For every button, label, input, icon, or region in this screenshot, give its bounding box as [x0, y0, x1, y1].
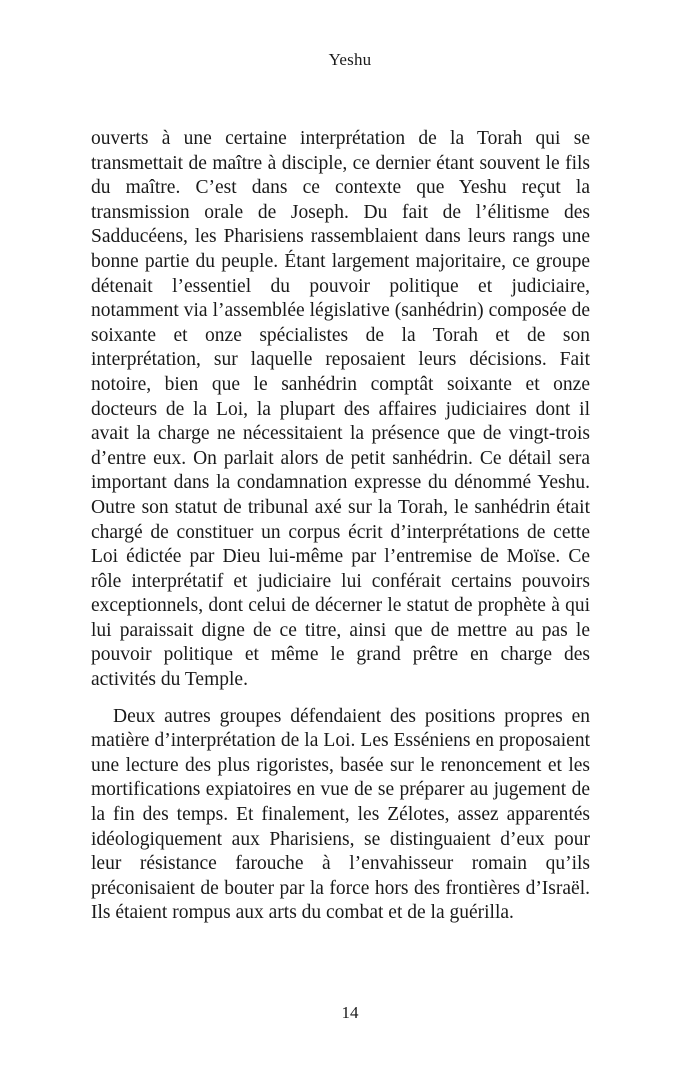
- paragraph-2: Deux autres groupes défendaient des positions propres en matière d’interprétation de la Loi. Les Esséniens en proposaient une lecture des plus rigoristes, basée sur le renoncement et les mortifications expiatoires en vue de se préparer au jugement de la fin des temps. Et finalement, les Zélotes, assez apparentés idéologiquement aux Pharisiens, se distinguaient d’eux pour leur résistance farouche à l’envahisseur romain qu’ils préconisaient de bouter par la force hors des frontières d’Israël. Ils étaient rompus aux arts du combat et de la guérilla.: [91, 705, 590, 924]
- page-number: 14: [341, 1003, 359, 1022]
- body-text: [91, 127, 590, 926]
- paragraph-1: ouverts à une certaine interprétation de la Torah qui se transmettait de maître à disciple, ce dernier étant souvent le fils du maître. C’est dans ce contexte que Yeshu reçut la transmission orale de Joseph. Du fait de l’élitisme des Sadducéens, les Pharisiens rassemblaient dans leurs rangs une bonne partie du peuple. Étant largement majoritaire, ce groupe détenait l’essentiel du pouvoir politique et judiciaire, notamment via l’assemblée législative (sanhédrin) composée de soixante et onze spécialistes de la Torah et de son interprétation, sur laquelle reposaient leurs décisions. Fait notoire, bien que le sanhédrin comptât soixante et onze docteurs de la Loi, la plupart des affaires judiciaires dont il avait la charge ne nécessitaient la présence que de vingt-trois d’entre eux. On parlait alors de petit sanhédrin. Ce détail sera important dans la condamnation expresse du dénommé Yeshu. Outre son statut de tribunal axé sur la Torah, le sanhédrin était chargé de constituer un corpus écrit d’interprétations de cette Loi édictée par Dieu lui-même par l’entremise de Moïse. Ce rôle interprétatif et judiciaire lui conférait certains pouvoirs exceptionnels, dont celui de décerner le statut de prophète à qui lui paraissait digne de ce titre, ainsi que de mettre au pas le pouvoir politique et même le grand prêtre en charge des activités du Temple.: [91, 128, 590, 691]
- running-head-title: Yeshu: [328, 50, 372, 69]
